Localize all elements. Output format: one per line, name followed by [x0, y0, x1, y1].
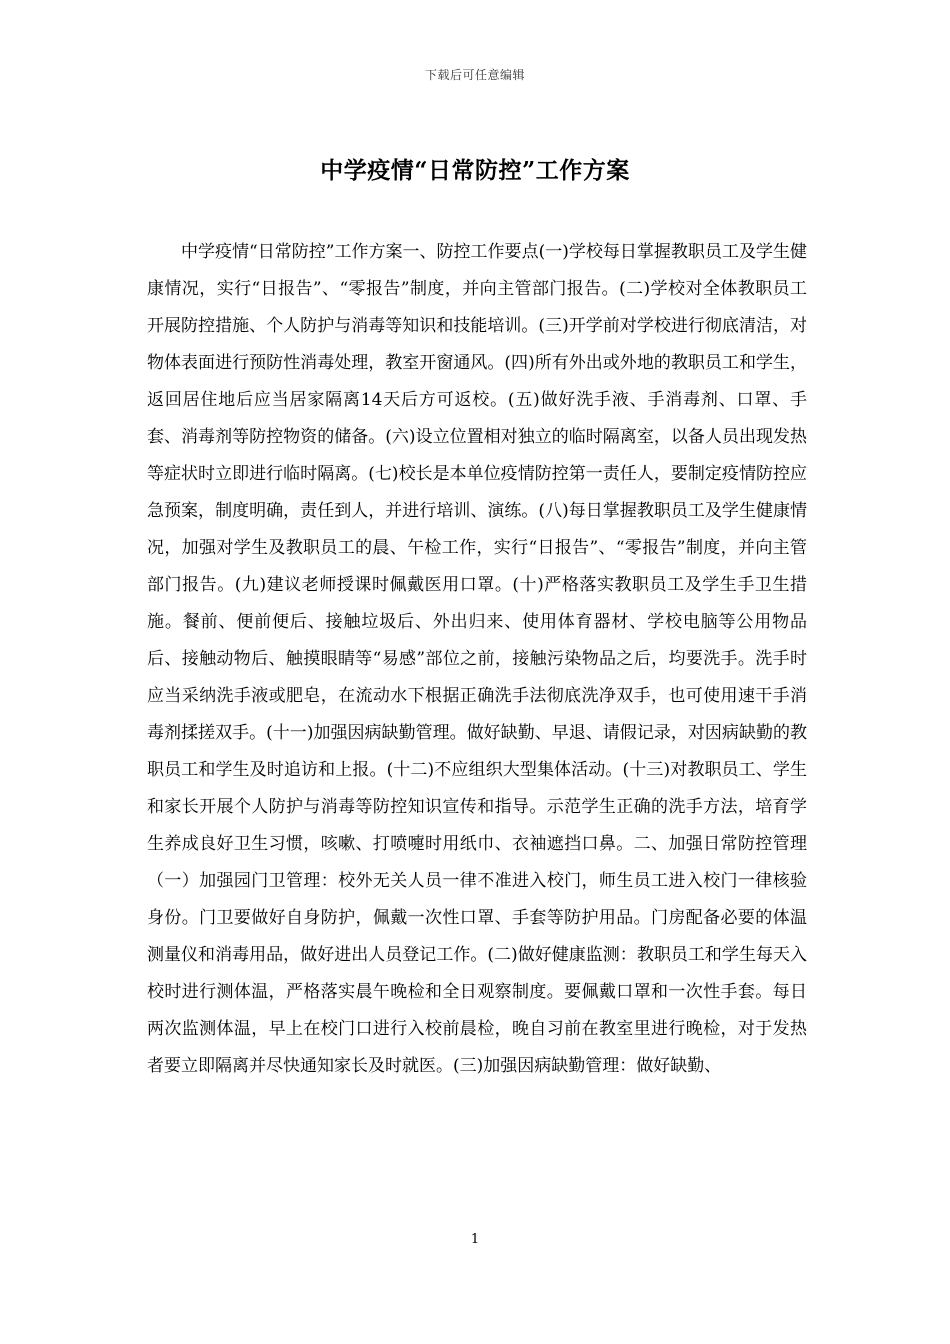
page-number: 1	[470, 1232, 480, 1247]
header-note: 下载后可任意编辑	[424, 68, 525, 82]
document-body: 中学疫情“日常防控”工作方案一、防控工作要点(一)学校每日掌握教职员工及学生健康情况，实行“日报告”、“零报告”制度，并向主管部门报告。(二)学校对全体教职员工开展防控措施、个人防护与消毒等知识和技能培训。(三)开学前对学校进行彻底清洁，对物体表面进行预防性消毒处理，教室开窗通风。(四)所有外出或外地的教职员工和学生，返回居住地后应当居家隔离14天后方可返校。(五)做好洗手液、手消毒剂、口罩、手套、消毒剂等防控物资的储备。(六)设立位置相对独立的临时隔离室，以备人员出现发热等症状时立即进行临时隔离。(七)校长是本单位疫情防控第一责任人，要制定疫情防控应急预案，制度明确，责任到人，并进行培训、演练。(八)每日掌握教职员工及学生健康情况，加强对学生及教职员工的晨、午检工作，实行“日报告”、“零报告”制度，并向主管部门报告。(九)建议老师授课时佩戴医用口罩。(十)严格落实教职员工及学生手卫生措施。餐前、便前便后、接触垃圾后、外出归来、使用体育器材、学校电脑等公用物品后、接触动物后、触摸眼睛等“易感”部位之前，接触污染物品之后，均要洗手。洗手时应当采纳洗手液或肥皂，在流动水下根据正确洗手法彻底洗净双手，也可使用速干手消毒剂揉搓双手。(十一)加强因病缺勤管理。做好缺勤、早退、请假记录，对因病缺勤的教职员工和学生及时追访和上报。(十二)不应组织大型集体活动。(十三)对教职员工、学生和家长开展个人防护与消毒等防控知识宣传和指导。示范学生正确的洗手方法，培育学生养成良好卫生习惯，咳嗽、打喷嚏时用纸巾、衣袖遮挡口鼻。二、加强日常防控管理（一）加强园门卫管理：校外无关人员一律不准进入校门，师生员工进入校门一律核验身份。门卫要做好自身防护，佩戴一次性口罩、手套等防护用品。门房配备必要的体温测量仪和消毒用品，做好进出人员登记工作。(二)做好健康监测：教职员工和学生每天入校时进行测体温，严格落实晨午晚检和全日观察制度。要佩戴口罩和一次性手套。每日两次监测体温，早上在校门口进行入校前晨检，晚自习前在教室里进行晚检，对于发热者要立即隔离并尽快通知家长及时就医。(三)加强因病缺勤管理：做好缺勤、	[147, 242, 807, 1076]
document-title: 中学疫情“日常防控”工作方案	[320, 157, 630, 184]
